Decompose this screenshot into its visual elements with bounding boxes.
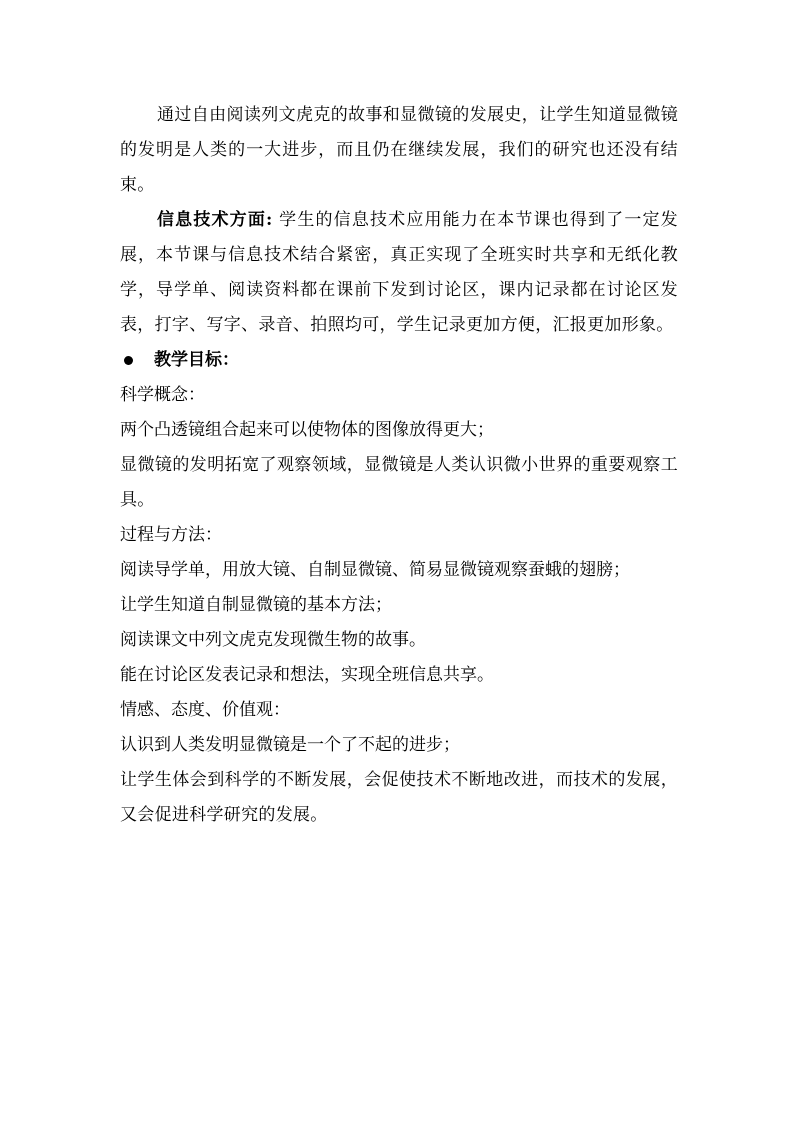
bullet-icon bbox=[124, 356, 133, 365]
process-heading: 过程与方法： bbox=[120, 525, 222, 545]
process-item-2: 让学生知道自制显微镜的基本方法； bbox=[120, 595, 392, 615]
concept-item-2: 显微镜的发明拓宽了观察领域，显微镜是人类认识微小世界的重要观察工具。 bbox=[120, 455, 678, 510]
section-heading-teaching-goals bbox=[120, 343, 678, 378]
process-item-3: 阅读课文中列文虎克发现微生物的故事。 bbox=[120, 630, 426, 650]
info-tech-label: 信息技术方面: bbox=[157, 210, 273, 230]
emotion-item-1: 认识到人类发明显微镜是一个了不起的进步； bbox=[120, 735, 460, 755]
info-tech-text: 学生的信息技术应用能力在本节课也得到了一定发展，本节课与信息技术结合紧密，真正实现了全班实时共享和无纸化教学，导学单、阅读资料都在课前下发到讨论区，课内记录都在讨论区发表，打字、写字、录音、拍照均可，学生记录更加方便，汇报更加形象。 bbox=[120, 210, 678, 335]
concept-heading: 科学概念： bbox=[120, 385, 205, 405]
concept-item-1: 两个凸透镜组合起来可以使物体的图像放得更大； bbox=[120, 420, 494, 440]
paragraph-info-tech bbox=[120, 203, 678, 343]
process-item-1: 阅读导学单，用放大镜、自制显微镜、简易显微镜观察蚕蛾的翅膀； bbox=[120, 560, 630, 580]
process-item-4: 能在讨论区发表记录和想法，实现全班信息共享。 bbox=[120, 665, 494, 685]
section-title: 教学目标： bbox=[154, 350, 239, 370]
paragraph-reading-goal: 通过自由阅读列文虎克的故事和显微镜的发展史，让学生知道显微镜的发明是人类的一大进步，而且仍在继续发展，我们的研究也还没有结束。 bbox=[120, 105, 678, 195]
document-body bbox=[120, 98, 678, 833]
emotion-item-2: 让学生体会到科学的不断发展，会促使技术不断地改进，而技术的发展，又会促进科学研究的发展。 bbox=[120, 770, 678, 825]
emotion-heading: 情感、态度、价值观： bbox=[120, 700, 290, 720]
